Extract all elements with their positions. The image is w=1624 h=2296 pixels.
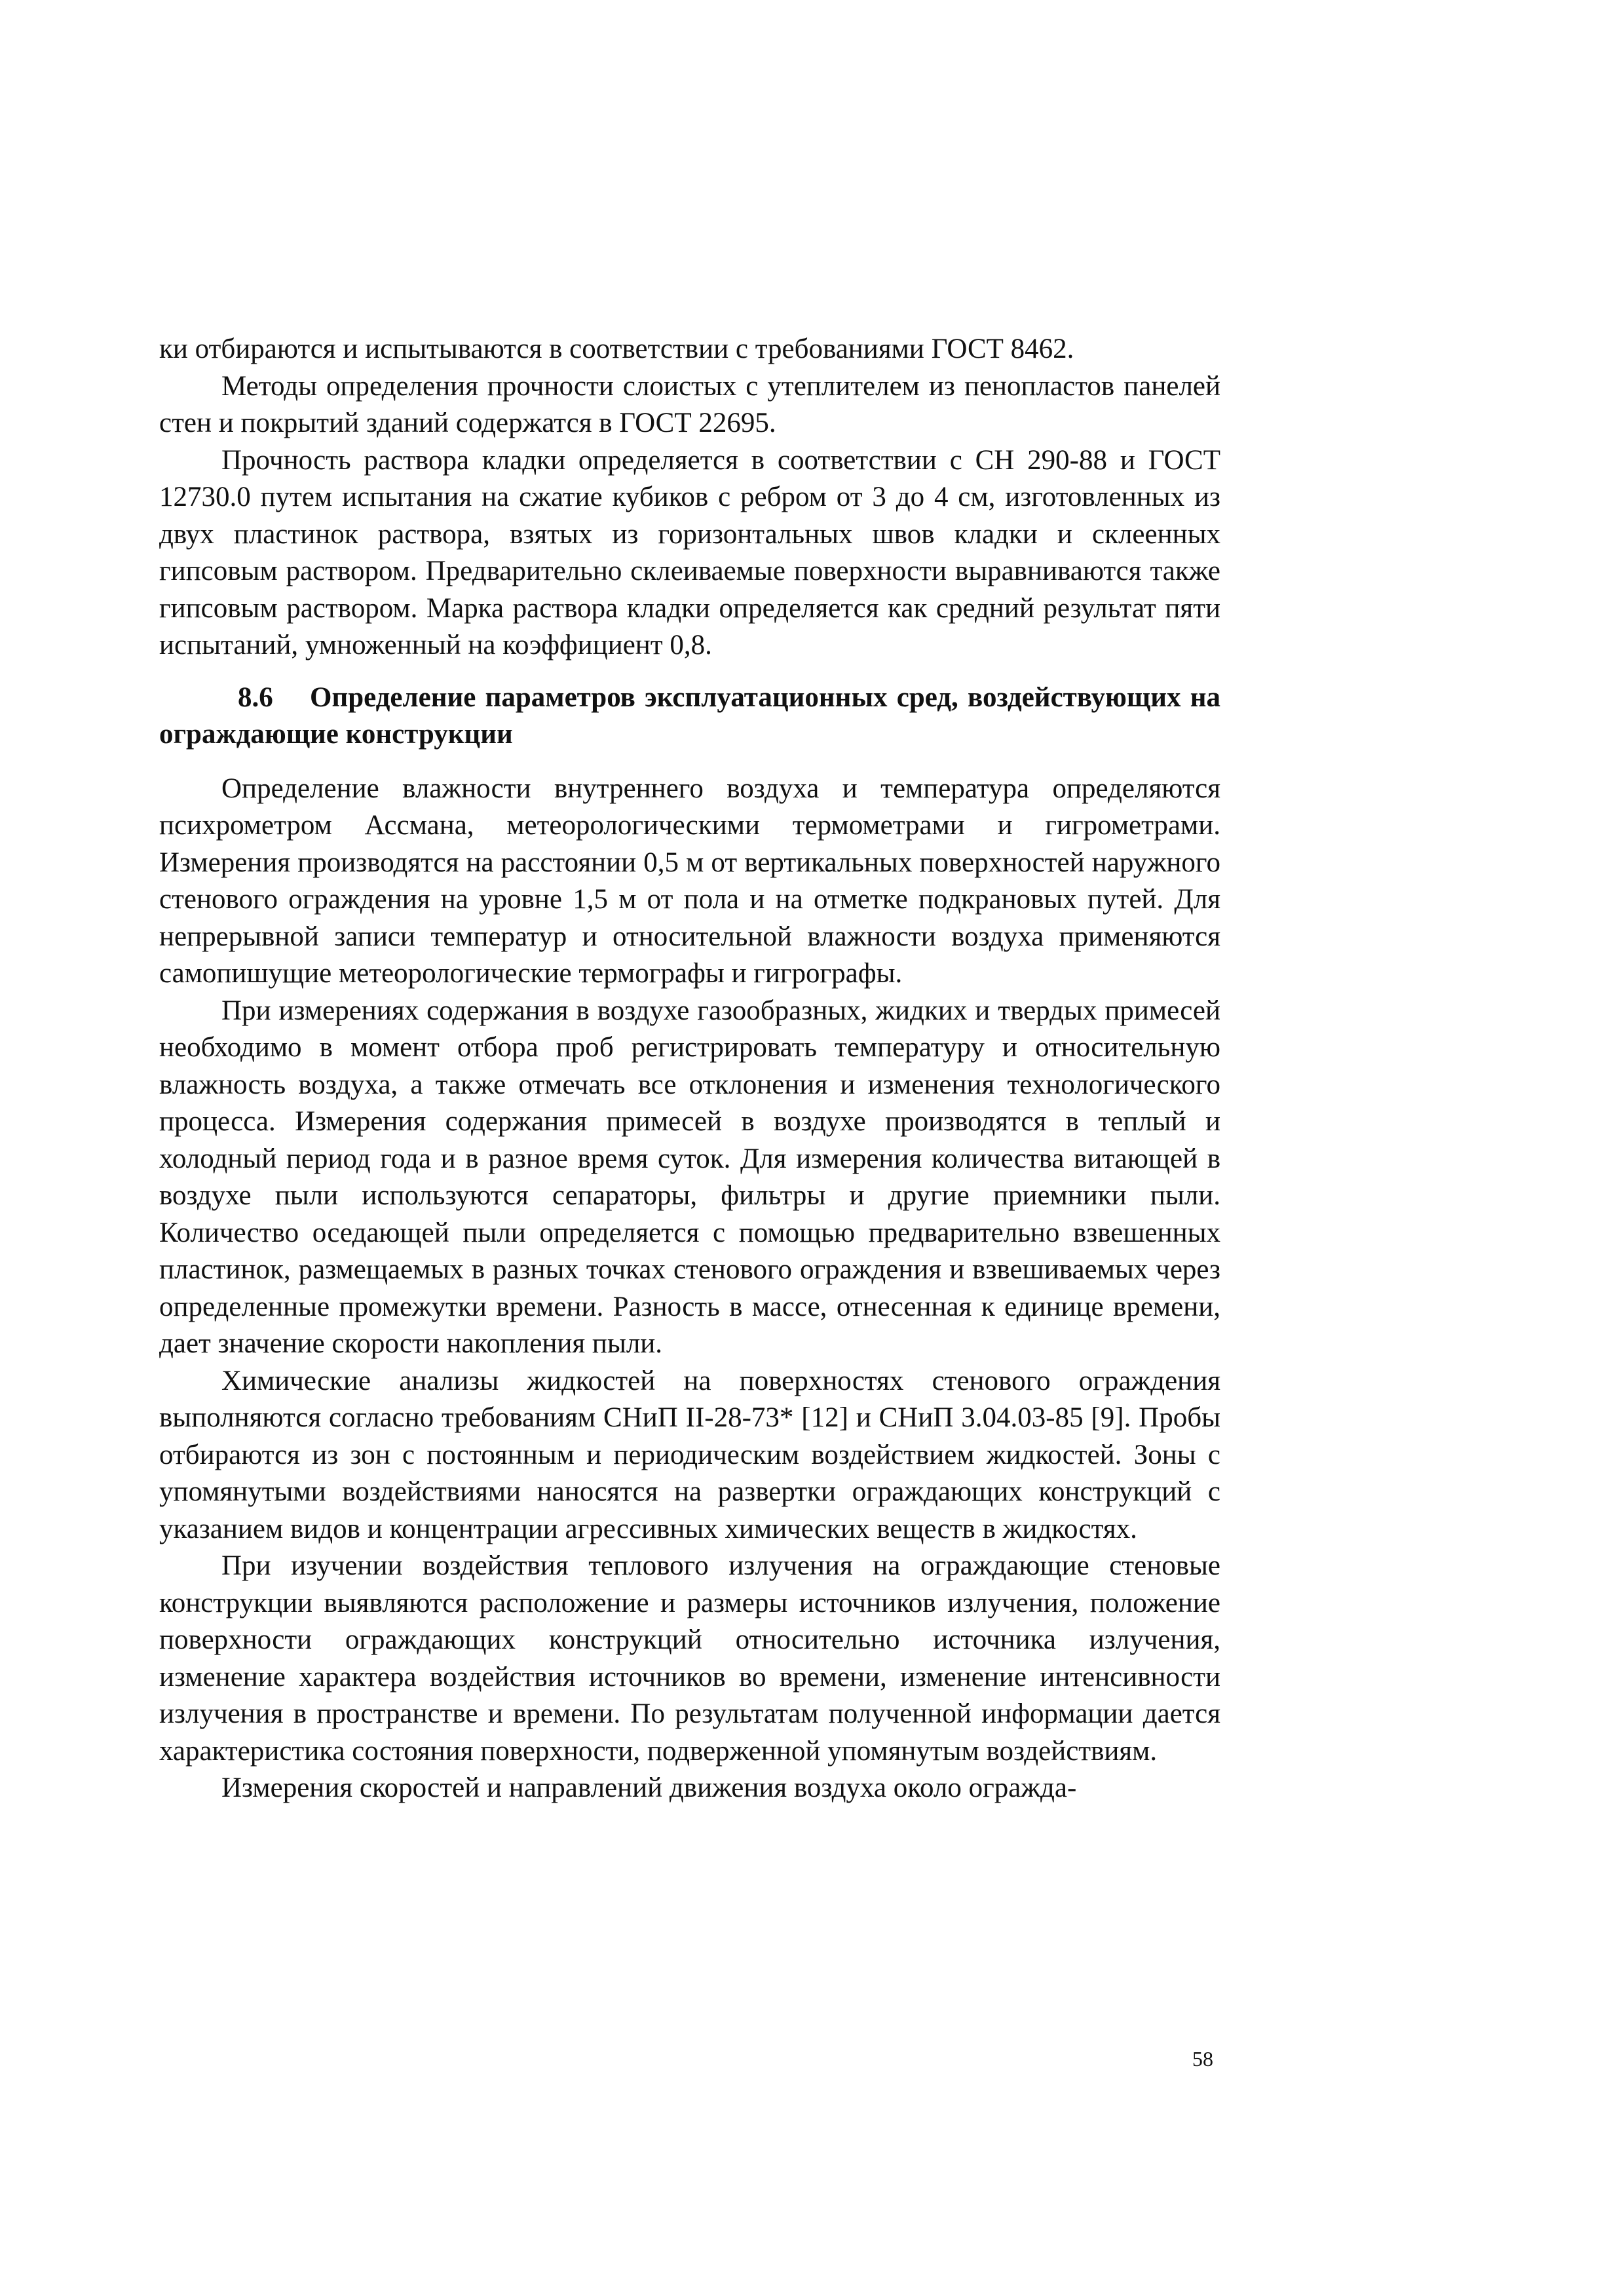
paragraph-6: Химические анализы жидкостей на поверхностях стенового ограждения выполняются согласно требованиям СНиП II-28-73* [12] и СНиП 3.04.03-85 [9]. Пробы отбираются из зон с постоянным и периодическим воздействием жидкостей. Зоны с упомянутыми воздействиями наносятся на развертки ограждающих конструкций с указанием видов и концентрации агрессивных химических веществ в жидкостях. <box>159 1365 1220 1544</box>
paragraph-1: ки отбираются и испытываются в соответствии с требованиями ГОСТ 8462. <box>159 334 1074 364</box>
page-number: 58 <box>1192 2047 1213 2071</box>
paragraph-2: Методы определения прочности слоистых с утеплителем из пенопластов панелей стен и покрытий зданий содержатся в ГОСТ 22695. <box>159 370 1220 438</box>
paragraph-4: Определение влажности внутреннего воздуха и температура определяются психрометром Ассмана, метеорологическими термометрами и гигрометрами. Измерения производятся на расстоянии 0,5 м от вертикальных поверхностей наружного стенового ограждения на уровне 1,5 м от пола и на отметке подкрановых путей. Для непрерывной записи температур и относительной влажности воздуха применяются самопишущие метеорологические термографы и гигрографы. <box>159 773 1220 989</box>
paragraph-3: Прочность раствора кладки определяется в соответствии с СН 290-88 и ГОСТ 12730.0 путем испытания на сжатие кубиков с ребром от 3 до 4 см, изготовленных из двух пластинок раствора, взятых из горизонтальных швов кладки и склеенных гипсовым раствором. Предварительно склеиваемые поверхности выравниваются также гипсовым раствором. Марка раствора кладки определяется как средний результат пяти испытаний, умноженный на коэффициент 0,8. <box>159 444 1220 660</box>
section-heading <box>159 679 1220 754</box>
paragraph-5: При измерениях содержания в воздухе газообразных, жидких и твердых примесей необходимо в момент отбора проб регистрировать температуру и относительную влажность воздуха, а также отмечать все отклонения и изменения технологического процесса. Измерения содержания примесей в воздухе производятся в теплый и холодный период года и в разное время суток. Для измерения количества витающей в воздухе пыли используются сепараторы, фильтры и другие приемники пыли. Количество оседающей пыли определяется с помощью предварительно взвешенных пластинок, размещаемых в разных точках стенового ограждения и взвешиваемых через определенные промежутки времени. Разность в массе, отнесенная к единице времени, дает значение скорости накопления пыли. <box>159 995 1220 1359</box>
page-body <box>159 331 1220 1807</box>
section-title: Определение параметров эксплуатационных сред, воздействующих на ограждающие конструкции <box>159 681 1220 750</box>
paragraph-7: При изучении воздействия теплового излучения на ограждающие стеновые конструкции выявляются расположение и размеры источников излучения, положение поверхности ограждающих конструкций относительно источника излучения, изменение характера воздействия источников во времени, изменение интенсивности излучения в пространстве и времени. По результатам полученной информации дается характеристика состояния поверхности, подверженной упомянутым воздействиям. <box>159 1550 1220 1767</box>
section-number: 8.6 <box>238 681 273 713</box>
paragraph-8: Измерения скоростей и направлений движения воздуха около огражда- <box>221 1772 1077 1803</box>
